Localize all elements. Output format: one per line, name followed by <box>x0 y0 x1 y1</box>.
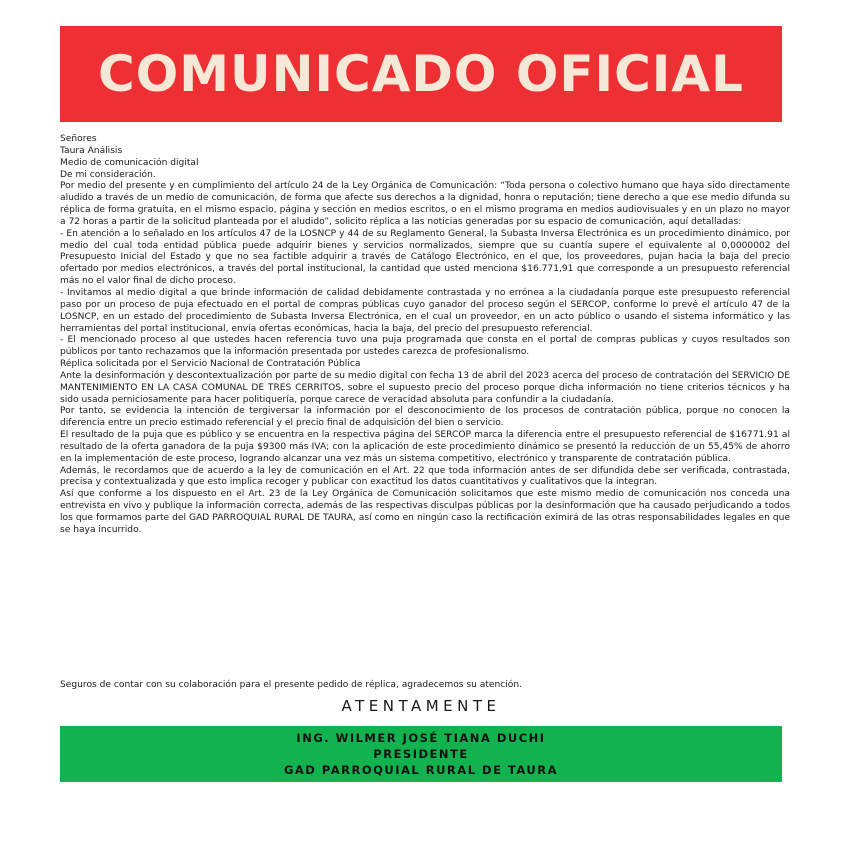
banner-title: COMUNICADO OFICIAL <box>98 45 744 103</box>
letter-paragraph: Por medio del presente y en cumplimiento del artículo 24 de la Ley Orgánica de Comunicación: “Toda persona o colectivo humano que haya sido directamente aludido a través de un medio de comunicación, de forma que afecte sus derechos a la dignidad, honra o reputación; tiene derecho a que ese medio difunda su réplica de forma gratuita, en el mismo espacio, página y sección en medios escritos, o en el mismo programa en medios audiovisuales y en un plazo no mayor a 72 horas a partir de la solicitud planteada por el aludido”, solicito réplica a las noticias generadas por su espacio de comunicación, aquí detalladas: <box>60 181 790 227</box>
signature-box <box>60 726 782 782</box>
salutation: ATENTAMENTE <box>341 697 501 715</box>
signer-name: ING. WILMER JOSÉ TIANA DUCHI <box>296 731 546 745</box>
letter-paragraph: Réplica solicitada por el Servicio Nacional de Contratación Pública <box>60 359 361 370</box>
letter-body <box>60 134 790 537</box>
letter-paragraph: - El mencionado proceso al que ustedes hacen referencia tuvo una puja programada que consta en el portal de compras publicas y cuyos resultados son públicos por tanto rechazamos que la información presentada por ustedes carezca de profesionalismo. <box>60 335 790 358</box>
signer-role: PRESIDENTE <box>373 747 469 761</box>
letter-paragraph: Además, le recordamos que de acuerdo a la ley de comunicación en el Art. 22 que toda información antes de ser difundida debe ser verificada, contrastada, precisa y contextualizada y que esto implica recoger y publicar con exactitud los datos cuantitativos y cualitativos que la integran. <box>60 465 790 488</box>
letter-paragraph: Medio de comunicación digital <box>60 157 199 168</box>
signer-organization: GAD PARROQUIAL RURAL DE TAURA <box>283 763 559 777</box>
letter-paragraph: Taura Análisis <box>60 145 123 156</box>
letter-paragraph: - En atención a lo señalado en los artículos 47 de la LOSNCP y 44 de su Reglamento General, la Subasta Inversa Electrónica es un procedimiento dinámico, por medio del cual toda entidad pública puede adquirir bienes y servicios normalizados, siempre que su cuantía supere el equivalente al 0,0000002 del Presupuesto Inicial del Estado y que no sea factible adquirir a través de Catálogo Electrónico, en el que, los proveedores, pujan hacia la baja del precio ofertado por medios electrónicos, a través del portal institucional, la cantidad que usted menciona $16.771,91 que corresponde a un presupuesto referencial más no el valor final de dicho proceso. <box>60 228 790 287</box>
letter-paragraph: Así que conforme a los dispuesto en el Art. 23 de la Ley Orgánica de Comunicación solicitamos que este mismo medio de comunicación nos conceda una entrevista en vivo y publique la información correcta, además de las respectivas disculpas públicas por la desinformación que ha causado perjudicando a todos los que formamos parte del GAD PARROQUIAL RURAL DE TAURA, así como en ningún caso la rectificación eximirá de las otras responsabilidades legales en que se haya incurrido. <box>60 489 790 535</box>
header-banner <box>60 26 782 122</box>
letter-paragraph: El resultado de la puja que es público y se encuentra en la respectiva página del SERCOP marca la diferencia entre el presupuesto referencial de $16771.91 al resultado de la oferta ganadora de la puja $9300 más IVA; con la aplicación de este procedimiento dinámico se presentó la reducción de un 55,45% de ahorro en la implementación de este proceso, logrando alcanzar una vez más un sistema competitivo, electrónico y transparente de contratación pública. <box>60 430 790 464</box>
letter-paragraph: - Invitamos al medio digital a que brinde información de calidad debidamente contrastada y no errónea a la ciudadanía porque este presupuesto referencial paso por un proceso de puja efectuado en el portal de compras públicas cuyo ganador del proceso según el SERCOP, conforme lo prevé el artículo 47 de la LOSNCP, en un estado del procedimiento de Subasta Inversa Electrónica, en el cual un proveedor, en un acto público o usando el sistema informático y las herramientas del portal institucional, envía ofertas económicas, hacia la baja, del precio del presupuesto referencial. <box>60 287 790 334</box>
letter-paragraph: De mi consideración. <box>60 169 156 180</box>
letter-paragraph: Por tanto, se evidencia la intención de tergiversar la información por el desconocimiento de los procesos de contratación pública, porque no conocen la diferencia entre un precio estimado referencial y el precio final de adquisición del bien o servicio. <box>60 406 790 429</box>
letter-paragraph: Ante la desinformación y descontextualización por parte de su medio digital con fecha 13 de abril del 2023 acerca del proceso de contratación del SERVICIO DE MANTENIMIENTO EN LA CASA COMUNAL DE TRES CERRITOS, sobre el supuesto precio del proceso porque dicha información no tiene criterios técnicos y ha sido usada perniciosamente para hacer politiquería, porque carece de veracidad absoluta para confundir a la ciudadanía. <box>60 370 790 405</box>
letter-paragraph: Señores <box>60 134 97 144</box>
closing-line: Seguros de contar con su colaboración para el presente pedido de réplica, agradecemos su atención. <box>60 680 523 690</box>
